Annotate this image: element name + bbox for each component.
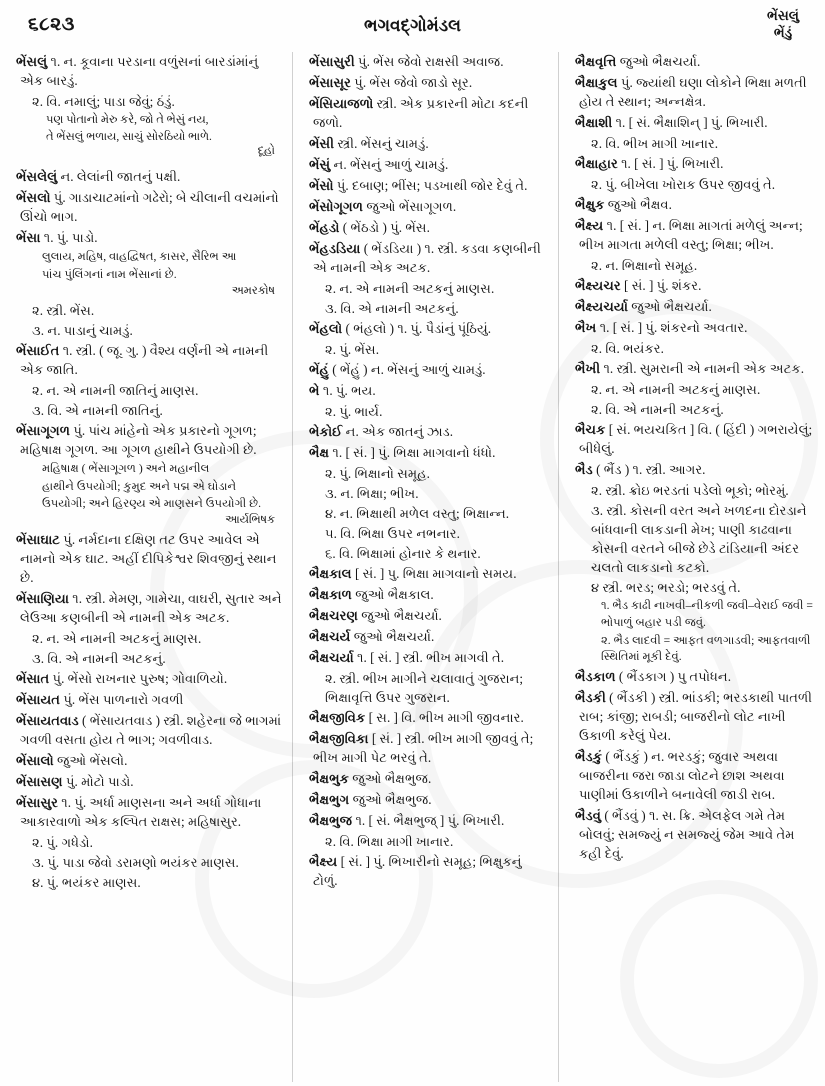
entry-definition: પું. ભેંસો રાખનાર પુરુષ; ગોવાળિયો. xyxy=(49,671,228,687)
entry-headword: ભૈક્ષજીવિકા xyxy=(309,731,369,746)
entry-definition: ( ભંહલો ) ૧. પું. પૈડાંનું પૂંઠિયું. xyxy=(342,321,492,336)
dictionary-entry xyxy=(575,52,816,71)
entry-citation: અમરકોષ xyxy=(231,284,275,297)
entry-definition: ૧. [ સં. ] સ્ત્રી. ભીખ માગવી તે. xyxy=(353,650,505,665)
dictionary-entry xyxy=(309,443,549,462)
entry-definition: ( ભેંઠડો ) પું. ભેંસ. xyxy=(339,220,430,235)
entry-headword: ભેંસાઘાટ xyxy=(16,532,60,548)
entry-definition: પું. ગાડાચાટમાંનો ગઢેરો; બે ચીલાની વચમાંનો ઊંચો ભાગ. xyxy=(20,190,279,225)
entry-sense: ૩. વિ. એ નામની અટકનું. xyxy=(32,651,166,667)
entry-definition: ૧. [ સં. ] પું. ભિખારી. xyxy=(617,156,724,171)
entry-headword: ભેંસાયતવાડ xyxy=(16,713,79,729)
entry-note: ૨. ભૈડ લાદવી = આફત વળગાડવી; આફતવાળી સ્થિતિમાં મૂકી દેવું. xyxy=(601,633,811,664)
entry-headword: ભૈક્ષભુજ xyxy=(309,813,353,828)
dictionary-entry xyxy=(309,585,549,604)
entry-definition: ૧. [ સં. ] પું. શંકરનો અવતાર. xyxy=(596,320,748,335)
entry-headword: ભૈડકી xyxy=(575,690,606,706)
entry-headword: ભેંસો xyxy=(309,178,334,193)
entry-sense: ૨. પું. ભિક્ષાનો સમૂહ. xyxy=(325,466,430,481)
entry-definition: પું. ભેંસ જેવો જાડો સૂર. xyxy=(350,75,473,90)
entry-definition: ૧. પું. પાડો. xyxy=(40,230,98,246)
entry-headword: ભૈક્ષાશી xyxy=(575,115,613,130)
entry-headword: ભેંસું xyxy=(309,157,331,172)
dictionary-entry xyxy=(309,790,549,809)
dictionary-entry xyxy=(309,155,549,174)
entry-sense: ૨. પું. ભાર્ય. xyxy=(325,404,383,419)
entry-definition: ૧. [ સં. ભૈક્ષભુજ્ ] પું. ભિખારી. xyxy=(352,813,505,828)
entry-note: લુલાય, મહિષ, વાહદ્વિષત, કાસર, સૈરિભ આ xyxy=(42,250,237,264)
entry-definition: ( ભૈંડ ) ૧. સ્ત્રી. આગર. xyxy=(592,462,706,477)
entry-headword: ભૈક્ષકાળ xyxy=(309,587,352,602)
entry-headword: ભૈક્ષવૃત્તિ xyxy=(575,54,617,69)
entry-definition: પું. દબાણ; ભીંસ; પડખાથી જોર દેવું તે. xyxy=(333,178,528,193)
entry-headword: ભેંસાઈત xyxy=(16,342,60,358)
dictionary-entry xyxy=(16,751,283,770)
entry-definition: ૧. પું. અર્ધા માણસના અને અર્ધા ગોધાના આકારવાળો એક કલ્પિત રાક્ષસ; મહિષાસુર. xyxy=(20,795,262,830)
entry-headword: ભેંહડો xyxy=(309,220,340,235)
entry-definition: ૧. પું. ભય. xyxy=(319,383,376,398)
entry-definition: [ સં. ] પું. શંકર. xyxy=(620,278,702,293)
entry-sense: ૪. ન. ભિક્ષાથી મળેલ વસ્તુ; ભિક્ષાન્ન. xyxy=(325,506,510,521)
entry-headword: ભેંસલો xyxy=(16,190,51,206)
entry-sense: ૫. વિ. ભિક્ષા ઉપર નભનાર. xyxy=(325,526,460,541)
entry-headword: ભૈક્ષ્યચર્યા xyxy=(575,299,628,314)
entry-definition: ન. એક જાતનું ઝાડ. xyxy=(342,424,454,439)
entry-sense: ૪. પું. ભયંકર માણસ. xyxy=(32,875,141,891)
entry-definition: ૧. ન. કૂવાના પરડાના વળુંસનાં બારડાંમાંનું એક બારડું. xyxy=(20,54,259,88)
column-1 xyxy=(0,52,292,1082)
entry-headword: ભૈક્ષ્ય xyxy=(309,854,338,869)
entry-headword: ભેંહું xyxy=(309,362,329,377)
entry-definition: ( ભૈંડકી ) સ્ત્રી. ભાંડકી; ભરડકાથી પાતળી રાબ; કાંજી; રાબડી; બાજરીનો લોટ નાખી ઉકાળી કરેલું પેય. xyxy=(579,690,813,744)
entry-sense: ૨. પું. ગધેડો. xyxy=(32,835,93,851)
entry-headword: ભેંસલેલું xyxy=(16,169,58,185)
dictionary-entry xyxy=(575,667,816,686)
entry-headword: ભૈક્ષજીવિક xyxy=(309,710,366,725)
entry-definition: જુઓ ભૈક્ષચર્યા. xyxy=(350,629,435,644)
dictionary-entry xyxy=(575,73,816,111)
entry-sense: ૩. ન. પાડાનું ચામડું. xyxy=(32,322,133,338)
entry-headword: ભૈડ xyxy=(575,462,593,477)
dictionary-entry xyxy=(309,52,549,71)
dictionary-entry xyxy=(16,530,283,587)
dictionary-entry xyxy=(575,420,816,458)
dictionary-entry xyxy=(309,360,549,379)
entry-quote: તે ભેંસલું ભળાય, સાચું સોરઠિયો ભાળે. xyxy=(46,130,212,143)
entry-headword: ભેંસાગૂગળ xyxy=(16,422,71,438)
entry-definition: જુઓ ભૈક્ષચર્યા. xyxy=(358,608,442,623)
page-header xyxy=(0,0,825,56)
entry-definition: પું. પાંચ માંહેનો એક પ્રકારનો ગૂગળ; મહિષાક્ષ ગૂગળ. આ ગૂગળ હાથીને ઉપયોગી છે. xyxy=(20,422,257,457)
dictionary-entry xyxy=(309,176,549,195)
entry-headword: ભૈક્ષુક xyxy=(575,197,605,212)
dictionary-entry xyxy=(309,627,549,646)
entry-headword: ભેંસાલો xyxy=(16,753,54,769)
entry-headword: ભૈક્ષચર્યા xyxy=(309,650,354,665)
entry-sense: ૬. વિ. ભિક્ષામાં હોનાર કે થનાર. xyxy=(325,546,481,561)
dictionary-entry xyxy=(16,167,283,186)
entry-sense: ૨. પું. બીખેલા ખોરાક ઉપર જીવવું તે. xyxy=(591,177,776,192)
entry-definition: ૧. સ્ત્રી. મેમણ, ગામેચા, વાઘરી, સુતાર અને લેઉઆ કણબીની એ નામની એક અટક. xyxy=(20,591,282,626)
dictionary-entry xyxy=(575,359,816,378)
dictionary-entry xyxy=(575,154,816,173)
entry-headword: ભેંસાસુરી xyxy=(309,54,355,69)
entry-definition: ન. લેલાંની જાતનું પક્ષી. xyxy=(57,169,181,185)
dictionary-entry xyxy=(16,772,283,791)
entry-headword: ભૈડકાળ xyxy=(575,669,616,685)
entry-headword: ભેંસાસુર xyxy=(16,795,58,811)
entry-definition: [ સં. ] પું. ભિખારીનો સમૂહ; ભિક્ષુકનું ટોળું. xyxy=(313,854,522,888)
dictionary-entry xyxy=(16,228,283,247)
dictionary-entry xyxy=(309,239,549,277)
guide-words xyxy=(767,8,799,42)
dictionary-entry xyxy=(16,341,283,379)
dictionary-entry xyxy=(309,197,549,216)
entry-sense: ૨. ન. એ નામની અટકનું માણસ. xyxy=(325,281,495,296)
entry-headword: ભેકોઈ xyxy=(309,424,343,439)
entry-definition: પું. મોટો પાડો. xyxy=(62,774,134,790)
dictionary-entry xyxy=(309,729,549,767)
entry-sense: ૨. વિ. એ નામની અટકનું. xyxy=(591,402,724,417)
dictionary-entry xyxy=(309,381,549,400)
entry-definition: ૧. [ સં. ] ન. ભિક્ષા માગતાં મળેલું અન્ન; ભીખ માગતા મળેલી વસ્તુ; ભિક્ષા; ભીખ. xyxy=(579,218,803,252)
dictionary-entry xyxy=(575,195,816,214)
entry-headword: ભેંસાણિયા xyxy=(16,591,69,607)
dictionary-entry xyxy=(16,589,283,627)
entry-definition: [ સં. ] પુ. ભિક્ષા માગવાનો સમય. xyxy=(351,566,517,581)
entry-sense: ૨. સ્ત્રી. ભેંસ. xyxy=(32,302,95,318)
entry-sense: ૩. પું. પાડા જેવો ડરામણો ભયંકર માણસ. xyxy=(32,855,239,871)
dictionary-entry xyxy=(16,421,283,459)
dictionary-entry xyxy=(309,218,549,237)
entry-sense: ૨. પું. ભેંસ. xyxy=(325,342,380,357)
entry-sense: ૨. વિ. નમાલું; પાડા જેવું; ઠંડું. xyxy=(32,94,175,109)
entry-definition: જુઓ ભૈક્ષકાલ. xyxy=(351,587,434,602)
entry-headword: ભૈચક xyxy=(575,422,606,437)
entry-definition: ( ભૈંડકાગ ) પુ તપોધન. xyxy=(615,669,732,685)
entry-sense: ૪ સ્ત્રી. ભરડ; ભરડો; ભરડવું તે. xyxy=(591,580,741,595)
entry-sense: ૨. ન. એ નામની અટકનું માણસ. xyxy=(32,631,202,647)
entry-headword: ભૈક્ષકાલ xyxy=(309,566,352,581)
entry-definition: ૧. સ્ત્રી. સુમરાની એ નામની એક અટક. xyxy=(600,361,804,376)
entry-definition: પું. ભેંસ પાળનારો ગવળી xyxy=(60,692,184,708)
entry-definition: [ સં. ] સ્ત્રી. ભીખ માગી જીવવું તે; ભીખ માગી પેટ ભરવું તે. xyxy=(313,731,534,765)
entry-definition: જુઓ ભૈક્ષચર્યા. xyxy=(616,54,701,69)
entry-note: ૧. ભૈડ કાઢી નાખવી–નીકળી જવી–વેરાઈ જવી = ભોપાળું બહાર પડી જવું. xyxy=(601,599,813,629)
dictionary-entry xyxy=(309,606,549,625)
dictionary-entry xyxy=(575,460,816,479)
dictionary-entry xyxy=(309,422,549,441)
entry-headword: ભૈક્ષ્યચર xyxy=(575,278,621,293)
dictionary-entry xyxy=(309,648,549,667)
dictionary-entry xyxy=(575,688,816,745)
entry-sense: ૨. ન. એ નામની જાતિનું માણસ. xyxy=(32,382,199,398)
entry-headword: ભેંસલું xyxy=(16,54,48,69)
entry-sense: ૨. વિ. ભિક્ષા માગી ખાનાર. xyxy=(325,834,454,849)
entry-definition: ( ભેંહું ) ન. ભેંસનું આળું ચામડું. xyxy=(328,362,486,377)
entry-sense: ૨. ન. ભિક્ષાનો સમૂહ. xyxy=(591,258,698,273)
dictionary-entry xyxy=(575,806,816,863)
entry-headword: ભૈક્ષભુગ xyxy=(309,792,350,807)
entry-definition: પું. નર્મદાના દક્ષિણ તટ ઉપર આવેલ એ નામનો એક ઘાટ. અહીં દીપિકેશ્વર શિવજીનું સ્થાન છે. xyxy=(20,532,277,586)
entry-definition: જુઓ ભેંસાગૂગળ. xyxy=(363,199,457,214)
dictionary-entry xyxy=(309,852,549,890)
entry-definition: ( ભૈંડવું ) ૧. સ. ક્રિ. એલફેલ ગમે તેમ બોલવું; સમજ્યું ન સમજ્યું જેમ આવે તેમ કહી દેવું. xyxy=(579,808,795,862)
entry-headword: ભૈક્ષાહાર xyxy=(575,156,618,171)
entry-headword: ભૈક્ષાકુલ xyxy=(575,75,618,90)
entry-sense: ૩. વિ. એ નામની અટકનું. xyxy=(325,301,459,316)
column-3 xyxy=(558,52,825,1082)
entry-headword: ભૈખી xyxy=(575,361,601,376)
dictionary-entry xyxy=(309,564,549,583)
entry-definition: જુઓ ભેંસલો. xyxy=(53,753,128,769)
dictionary-entry xyxy=(575,113,816,132)
entry-headword: ભેંસાસણ xyxy=(16,774,63,790)
entry-definition: [ સં. ભયચકિત ] વિ. ( હિંદી ) ગભરાયેલું; બીધેલું. xyxy=(579,422,813,456)
entry-citation: આર્યભિષક xyxy=(225,514,275,527)
dictionary-entry xyxy=(16,669,283,688)
entry-headword: ભૈડકું xyxy=(575,749,603,765)
entry-headword: ભૈક્ષચરણ xyxy=(309,608,358,623)
entry-definition: ૧. સ્ત્રી. ( જૂ. ગુ. ) વૈશ્ય વર્ણની એ નામની એક જાતિ. xyxy=(20,342,269,377)
page-number: ૬૮૨૩ xyxy=(28,14,75,35)
entry-headword: ભે xyxy=(309,383,320,398)
entry-headword: ભેંહલો xyxy=(309,321,343,336)
column-2 xyxy=(292,52,558,1082)
dictionary-entry xyxy=(309,769,549,788)
entry-headword: ભૈક્ષભુક xyxy=(309,771,349,786)
entry-sense: ૨. સ્ત્રી. ક્રોઇ ભરડતાં પડેલો ભૂકો; ભોરમું. xyxy=(591,483,789,498)
entry-headword: ભૈક્ષ્ય xyxy=(575,218,604,233)
dictionary-entry xyxy=(575,276,816,295)
entry-headword: ભેંહડડિયા xyxy=(309,241,361,256)
dictionary-entry xyxy=(309,708,549,727)
dictionary-entry xyxy=(16,711,283,749)
dictionary-entry xyxy=(16,793,283,831)
entry-definition: જુઓ ભૈક્ષચર્યા. xyxy=(627,299,712,314)
entry-definition: ( ભેંસાયતવાડ ) સ્ત્રી. શહેરના જે ભાગમાં ગવળી વસતા હોય તે ભાગ; ગવળીવાડ. xyxy=(20,713,282,748)
entry-headword: ભેંસાસૂર xyxy=(309,75,351,90)
dictionary-entry xyxy=(16,52,283,90)
guide-word-bottom: ભેંડું xyxy=(773,24,793,40)
entry-headword: ભેંસોગૂગળ xyxy=(309,199,364,214)
entry-quote: પણ પોતાનો મેરુ કરે, જો તે ભેસું નય, xyxy=(46,114,209,126)
entry-definition: ( ભેંડડિયા ) ૧. સ્ત્રી. કડવા કણબીની એ નામની એક અટક. xyxy=(313,241,541,275)
entry-definition: જુઓ ભૈક્ષભુજ. xyxy=(348,771,432,786)
entry-sense: ૨. ન. એ નામની અટકનું માણસ. xyxy=(591,382,761,397)
entry-definition: જુઓ ભૈક્ષવ. xyxy=(604,197,672,212)
entry-headword: ભૈક્ષ xyxy=(309,445,330,460)
entry-headword: ભેંસા xyxy=(16,230,41,246)
entry-sense: ૩. ન. ભિક્ષા; ભીખ. xyxy=(325,486,419,501)
dictionary-entry xyxy=(309,73,549,92)
entry-sense: ૨. સ્ત્રી. ભીખ માગીને ચલાવાતું ગુજરાન; ભિક્ષાવૃત્તિ ઉપર ગુજરાન. xyxy=(325,671,524,705)
dictionary-entry xyxy=(309,134,549,153)
entry-citation: દૂહો xyxy=(257,145,275,158)
entry-sense: ૨. વિ. ભીખ માગી ખાનાર. xyxy=(591,136,719,151)
entry-headword: ભેંસાત xyxy=(16,671,50,687)
entry-sense: ૨. વિ. ભયંકર. xyxy=(591,341,664,356)
entry-note: મહિષાક્ષ ( ભેંસાગૂગળ ) અને મહાનીલ xyxy=(42,461,210,475)
entry-definition: ન. ભેંસનું આળું ચામડું. xyxy=(330,157,449,172)
entry-definition: ૧. [ સં. ] પું. ભિક્ષા માગવાનો ધંધો. xyxy=(329,445,496,460)
entry-definition: જુઓ ભૈક્ષભુજ. xyxy=(349,792,432,807)
entry-definition: પું. ભેંસ જેવો રાક્ષસી અવાજ. xyxy=(354,54,504,69)
entry-headword: ભૈખ xyxy=(575,320,597,335)
entry-note: હાથીને ઉપયોગી; કુમુદ અને પદ્મ એ ઘોડાને xyxy=(42,479,237,493)
book-title: ભગવદ્ગોમંડલ xyxy=(364,16,461,35)
entry-note: પાંચ પુંલિંગનાં નામ ભેંસાનાં છે. xyxy=(42,268,177,282)
guide-word-top: ભેંસલું xyxy=(767,8,799,23)
dictionary-entry xyxy=(16,690,283,709)
dictionary-entry xyxy=(16,188,283,226)
dictionary-entry xyxy=(575,318,816,337)
entry-definition: સ્ત્રી. એક પ્રકારની મોટા કદની જળો. xyxy=(313,96,529,130)
entry-headword: ભેંસાયત xyxy=(16,692,61,708)
entry-sense: ૩. વિ. એ નામની જાતિનું. xyxy=(32,402,163,418)
entry-definition: પું. જ્યાંથી ઘણા લોકોને ભિક્ષા મળતી હોય તે સ્થાન; અન્નક્ષેત્ર. xyxy=(579,75,807,109)
dictionary-entry xyxy=(575,216,816,254)
dictionary-entry xyxy=(575,297,816,316)
entry-definition: સ્ત્રી. ભેંસનું ચામડું. xyxy=(334,136,429,151)
entry-headword: ભેંસિયાજળો xyxy=(309,96,374,111)
entry-definition: ૧. [ સં. ભૈક્ષાશિન્ ] પું. ભિખારી. xyxy=(612,115,768,130)
entry-note: ઉપયોગી; અને હિરણ્ય એ માણસને ઉપયોગી છે. xyxy=(42,497,262,511)
entry-definition: [ સ. ] વિ. ભીખ માગી જીવનાર. xyxy=(365,710,524,725)
entry-headword: ભેંસી xyxy=(309,136,335,151)
text-columns xyxy=(0,52,825,1082)
dictionary-entry xyxy=(575,747,816,804)
dictionary-entry xyxy=(309,319,549,338)
entry-definition: ( ભૈંડકું ) ન. ભરડકું; જુવાર અથવા બાજરીના જરા જાડા લોટને છાશ અથવા પાણીમાં ઉકાળીને બનાવેલી જાડી રાબ. xyxy=(579,749,785,803)
entry-sense: ૩. સ્ત્રી. કોસની વરત અને ખળદના દોરડાને બાંધવાની લાકડાની મેખ; પાણી કાઢવાના કોસની વરતને બીજે છેડે ટાંડિયાની અંદર ચલતો લાકડાનો કટકો. xyxy=(591,503,807,575)
dictionary-entry xyxy=(309,811,549,830)
entry-headword: ભૈક્ષચર્ય xyxy=(309,629,351,644)
dictionary-entry xyxy=(309,94,549,132)
entry-headword: ભૈડવું xyxy=(575,808,602,824)
